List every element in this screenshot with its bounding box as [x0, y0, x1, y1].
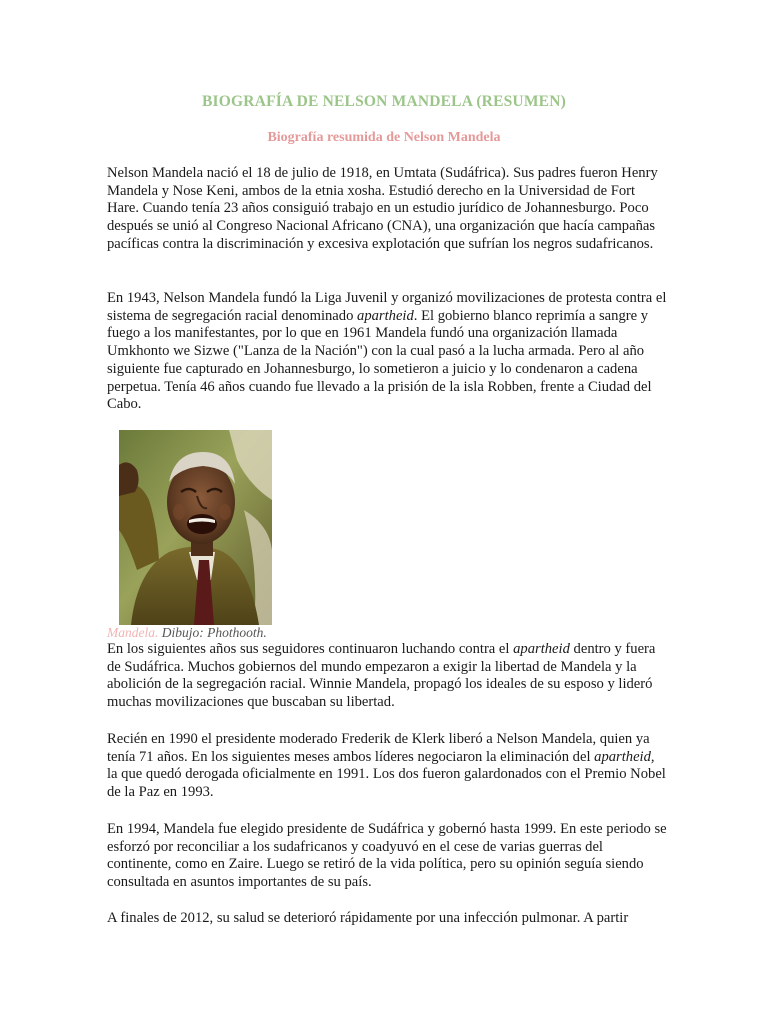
- paragraph-text: En 1943, Nelson Mandela fundó la Liga Juvenil y organizó movilizaciones de protesta contra el sistema de segregación racial denominado: [107, 290, 667, 324]
- paragraph-text: Recién en 1990 el presidente moderado Frederik de Klerk liberó a Nelson Mandela, quien ya tenía 71 años. En los siguientes meses ambos líderes negociaron la eliminación del: [107, 731, 650, 765]
- caption-credit: Dibujo: Phothooth.: [158, 625, 267, 640]
- document-title: BIOGRAFÍA DE NELSON MANDELA (RESUMEN): [202, 93, 566, 110]
- paragraph-release: [107, 731, 667, 802]
- paragraph-presidency: En 1994, Mandela fue elegido presidente de Sudáfrica y gobernó hasta 1999. En este periodo se esforzó por reconciliar a los sudafricanos y coadyuvó en el cese de varias guerras del continente, como en Zaire. Luego se retiró de la vida política, pero su opinión seguía siendo consultada en asuntos importantes de su país.: [107, 821, 667, 891]
- paragraph-supporters: [107, 641, 667, 712]
- emphasis-apartheid: apartheid: [513, 641, 570, 657]
- paragraph-text: la que quedó derogada oficialmente en 1991. Los dos fueron galardonados con el Premio Nobel de la Paz en 1993.: [107, 766, 666, 801]
- document-subtitle: Biografía resumida de Nelson Mandela: [267, 130, 501, 145]
- image-caption: [107, 625, 267, 641]
- paragraph-youth-league: [107, 290, 667, 414]
- paragraph-health: A finales de 2012, su salud se deterioró rápidamente por una infección pulmonar. A partir: [107, 910, 629, 926]
- paragraph-text: En los siguientes años sus seguidores continuaron luchando contra el: [107, 641, 514, 657]
- paragraph-text: . El gobierno blanco reprimía a sangre y fuego a los manifestantes, por lo que en 1961 Mandela fundó una organización llamada Umkhonto we Sizwe ("Lanza de la Nación") con la cual pasó a la lucha armada. Pero al año siguiente fue capturado en Johannesburgo, lo sometieron a juicio y lo condenaron a cadena perpetua. Tenía 46 años cuando fue llevado a la prisión de la isla Robben, frente a Ciudad del Cabo.: [107, 307, 652, 413]
- mandela-portrait-image: [119, 430, 272, 625]
- paragraph-birth: Nelson Mandela nació el 18 de julio de 1918, en Umtata (Sudáfrica). Sus padres fueron Henry Mandela y Nose Keni, ambos de la etnia xosha. Estudió derecho en la Universidad de Fort Hare. Cuando tenía 23 años consiguió trabajo en un estudio jurídico de Johannesburgo. Poco después se unió al Congreso Nacional Africano (CNA), una organización que hacía campañas pacíficas contra la discriminación y excesiva explotación que sufrían los negros sudafricanos.: [107, 165, 658, 252]
- paragraph-text: dentro y fuera de Sudáfrica. Muchos gobiernos del mundo empezaron a exigir la libertad de Mandela y la abolición de la segregación racial. Winnie Mandela, propagó los ideales de su esposo y lideró muchas movilizaciones que buscaban su libertad.: [107, 641, 656, 711]
- caption-name: Mandela.: [107, 625, 159, 640]
- emphasis-apartheid: apartheid: [357, 307, 414, 324]
- emphasis-apartheid: apartheid,: [594, 748, 655, 765]
